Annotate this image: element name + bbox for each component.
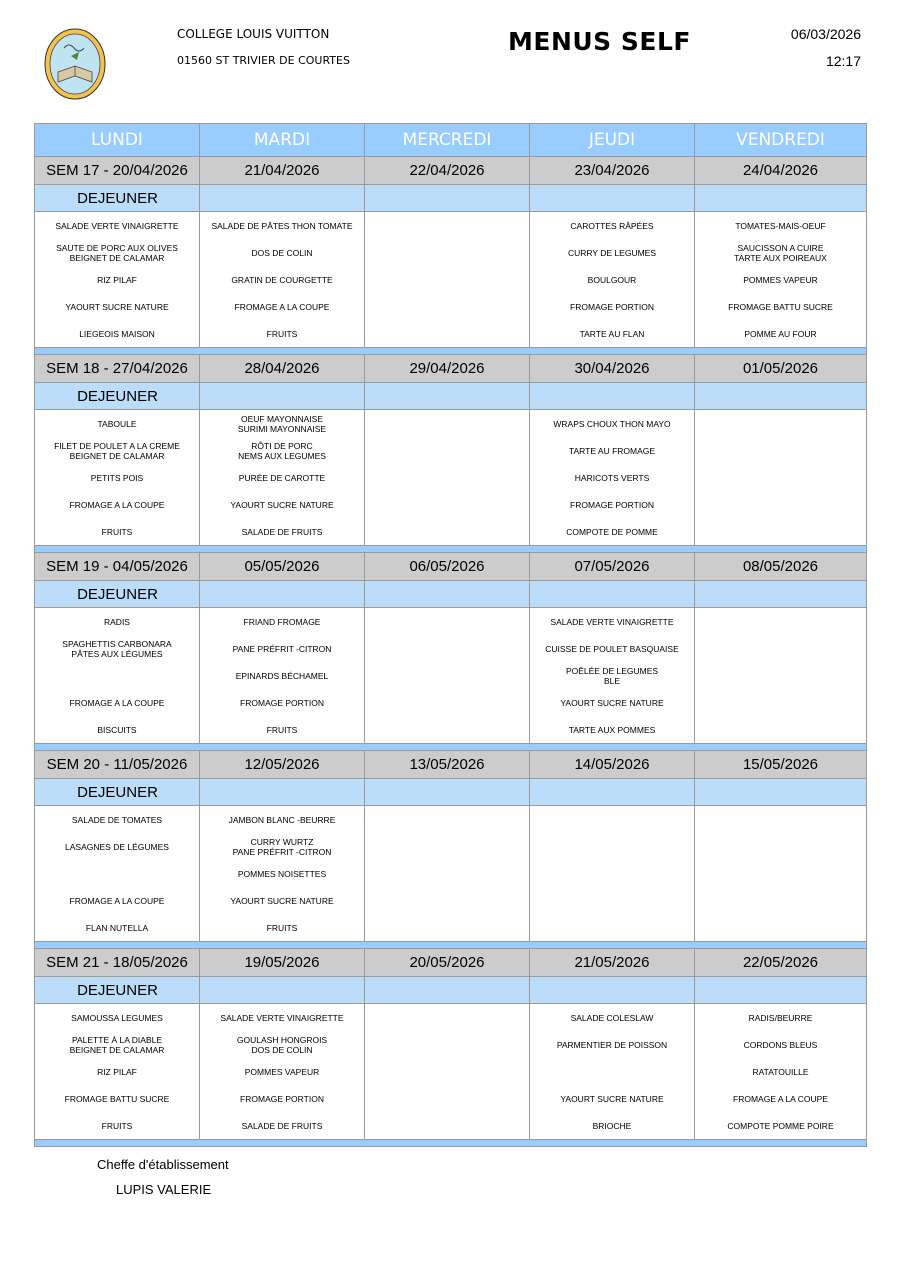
- menu-item: POMME AU FOUR: [744, 328, 817, 339]
- menu-item: FROMAGE A LA COUPE: [69, 697, 165, 708]
- day-menu-cell: [200, 1004, 365, 1140]
- week-date-cell: 19/05/2026: [200, 949, 365, 977]
- menu-item: CUISSE DE POULET BASQUAISE: [545, 643, 679, 654]
- meal-label-cell: [695, 977, 867, 1004]
- meal-label: DEJEUNER: [77, 189, 158, 207]
- week-separator-row: [35, 348, 867, 355]
- menu-item: FROMAGE A LA COUPE: [69, 499, 165, 510]
- meal-label: DEJEUNER: [77, 387, 158, 405]
- menu-items-row: [35, 410, 867, 546]
- menu-item: FLAN NUTELLA: [85, 922, 149, 933]
- day-header-friday: VENDREDI: [695, 124, 867, 157]
- meal-label-cell: [695, 185, 867, 212]
- week-date-cell: 21/04/2026: [200, 157, 365, 185]
- menu-item: FROMAGE PORTION: [570, 499, 654, 510]
- menu-item: FROMAGE A LA COUPE: [234, 301, 330, 312]
- school-address: 01560 ST TRIVIER DE COURTES: [177, 54, 350, 67]
- menu-item: LIEGEOIS MAISON: [79, 328, 155, 339]
- menu-item: SALADE DE FRUITS: [241, 526, 323, 537]
- menu-item: POMMES VAPEUR: [743, 274, 818, 285]
- week-date-cell: 22/04/2026: [365, 157, 530, 185]
- menu-item: COMPOTE POMME POIRE: [727, 1120, 834, 1131]
- menu-item: [695, 608, 866, 635]
- menu-item: TARTE AUX POMMES: [568, 724, 656, 735]
- menu-item: COMPOTE DE POMME: [566, 526, 658, 537]
- week-date-row: [35, 157, 867, 185]
- week-date-cell: 29/04/2026: [365, 355, 530, 383]
- signature-role: Cheffe d'établissement: [97, 1157, 229, 1172]
- menu-item: RIZ PILAF: [97, 1066, 137, 1077]
- meal-label-row: [35, 383, 867, 410]
- menu-items-row: [35, 608, 867, 744]
- menu-item: RIZ PILAF: [97, 274, 137, 285]
- day-menu-cell: [200, 806, 365, 942]
- menu-item: RADIS: [104, 616, 130, 627]
- menu-item: [530, 833, 694, 860]
- print-time: 12:17: [825, 53, 861, 69]
- day-menu-cell: [365, 212, 530, 348]
- week-date-cell: 05/05/2026: [200, 553, 365, 581]
- meal-label-cell: [695, 779, 867, 806]
- week-date-cell: 30/04/2026: [530, 355, 695, 383]
- day-menu-cell: [530, 1004, 695, 1140]
- week-date-cell: 08/05/2026: [695, 553, 867, 581]
- menu-item: [695, 914, 866, 941]
- menu-item: [365, 1004, 529, 1031]
- menu-item: [695, 410, 866, 437]
- menu-item: FROMAGE PORTION: [570, 301, 654, 312]
- menu-item: JAMBON BLANC -BEURRE: [228, 814, 336, 825]
- week-date-cell: 24/04/2026: [695, 157, 867, 185]
- menu-item: [365, 437, 529, 464]
- week-date-cell: 21/05/2026: [530, 949, 695, 977]
- menu-item: CURRY DE LEGUMES: [567, 247, 656, 258]
- menu-item: [365, 293, 529, 320]
- week-separator: [35, 348, 867, 355]
- menu-item: FROMAGE BATTU SUCRE: [728, 301, 833, 312]
- day-header-monday: LUNDI: [35, 124, 200, 157]
- day-menu-cell: [695, 410, 867, 546]
- menu-item: WRAPS CHOUX THON MAYO: [553, 418, 671, 429]
- menu-item: [365, 887, 529, 914]
- week-date-row: [35, 553, 867, 581]
- menu-item: PETITS POIS: [90, 472, 144, 483]
- menu-item: SALADE VERTE VINAIGRETTE: [550, 616, 674, 627]
- week-separator-row: [35, 942, 867, 949]
- day-header-tuesday: MARDI: [200, 124, 365, 157]
- day-menu-cell: [365, 608, 530, 744]
- menu-item: [695, 806, 866, 833]
- menu-item: [530, 887, 694, 914]
- menu-item: [695, 833, 866, 860]
- menu-item: DOS DE COLIN: [251, 247, 313, 258]
- meal-label-cell: [35, 185, 200, 212]
- day-menu-cell: [530, 410, 695, 546]
- menu-item: [695, 518, 866, 545]
- menu-item: SALADE DE TOMATES: [71, 814, 163, 825]
- menu-item: PARMENTIER DE POISSON: [556, 1039, 668, 1050]
- meal-label-cell: [530, 779, 695, 806]
- week-date-cell: 13/05/2026: [365, 751, 530, 779]
- menu-item: FILET DE POULET A LA CREME BEIGNET DE CALAMAR: [54, 440, 180, 461]
- menu-item: SALADE VERTE VINAIGRETTE: [55, 220, 179, 231]
- day-menu-cell: [35, 212, 200, 348]
- menu-item: FROMAGE A LA COUPE: [733, 1093, 828, 1104]
- page-title: MENUS SELF: [508, 27, 691, 56]
- menu-item: FROMAGE BATTU SUCRE: [64, 1093, 170, 1104]
- menu-item: CORDONS BLEUS: [743, 1039, 818, 1050]
- menu-item: EPINARDS BÉCHAMEL: [235, 670, 329, 681]
- menu-item: [365, 1085, 529, 1112]
- day-menu-cell: [530, 212, 695, 348]
- menu-item: TARTE AU FLAN: [579, 328, 645, 339]
- day-menu-cell: [695, 212, 867, 348]
- week-date-cell: 20/05/2026: [365, 949, 530, 977]
- menu-item: FRUITS: [266, 922, 298, 933]
- week-date-row: [35, 355, 867, 383]
- week-date-cell: SEM 17 - 20/04/2026: [35, 157, 200, 185]
- day-menu-cell: [35, 410, 200, 546]
- menu-item: FRUITS: [266, 724, 298, 735]
- week-separator: [35, 942, 867, 949]
- menu-item: POÊLÉE DE LEGUMES BLE: [565, 665, 659, 686]
- menu-item: [365, 239, 529, 266]
- menu-items-row: [35, 806, 867, 942]
- menu-item: [365, 464, 529, 491]
- menu-item: SALADE DE PÂTES THON TOMATE: [211, 220, 353, 231]
- menu-item: FRIAND FROMAGE: [243, 616, 321, 627]
- menu-item: [365, 518, 529, 545]
- menu-item: [530, 914, 694, 941]
- menu-item: [365, 662, 529, 689]
- day-menu-cell: [695, 1004, 867, 1140]
- menu-item: BOULGOUR: [587, 274, 637, 285]
- meal-label-cell: [530, 185, 695, 212]
- day-menu-cell: [35, 806, 200, 942]
- day-header-row: [35, 124, 867, 157]
- menu-item: PURÉE DE CAROTTE: [238, 472, 326, 483]
- menu-item: [695, 464, 866, 491]
- day-menu-cell: [530, 608, 695, 744]
- week-date-cell: 23/04/2026: [530, 157, 695, 185]
- menu-item: FRUITS: [266, 328, 298, 339]
- week-separator-row: [35, 1140, 867, 1147]
- school-logo: [44, 28, 106, 100]
- menu-item: PANE PRÉFRIT -CITRON: [232, 643, 332, 654]
- menu-item: [695, 860, 866, 887]
- menu-item: [365, 635, 529, 662]
- menu-item: FROMAGE PORTION: [240, 697, 324, 708]
- menu-items-row: [35, 212, 867, 348]
- menu-item: [365, 212, 529, 239]
- meal-label-cell: [695, 383, 867, 410]
- meal-label-cell: [365, 383, 530, 410]
- menu-item: [365, 1031, 529, 1058]
- week-separator: [35, 1140, 867, 1147]
- meal-label-row: [35, 977, 867, 1004]
- day-menu-cell: [530, 806, 695, 942]
- meal-label-row: [35, 185, 867, 212]
- week-date-cell: 14/05/2026: [530, 751, 695, 779]
- menu-item: [695, 437, 866, 464]
- menu-item: [365, 320, 529, 347]
- menu-item: SALADE VERTE VINAIGRETTE: [220, 1012, 344, 1023]
- day-menu-cell: [365, 410, 530, 546]
- day-menu-cell: [35, 1004, 200, 1140]
- day-menu-cell: [365, 1004, 530, 1140]
- meal-label-cell: [200, 185, 365, 212]
- week-date-cell: SEM 21 - 18/05/2026: [35, 949, 200, 977]
- week-date-row: [35, 949, 867, 977]
- meal-label-cell: [530, 977, 695, 1004]
- menu-item: [365, 491, 529, 518]
- day-menu-cell: [695, 608, 867, 744]
- day-header-wednesday: MERCREDI: [365, 124, 530, 157]
- meal-label-cell: [200, 383, 365, 410]
- week-date-cell: 06/05/2026: [365, 553, 530, 581]
- week-date-cell: 15/05/2026: [695, 751, 867, 779]
- week-date-cell: 28/04/2026: [200, 355, 365, 383]
- menu-item: [35, 860, 199, 887]
- menu-item: [365, 914, 529, 941]
- meal-label-row: [35, 581, 867, 608]
- meal-label-cell: [200, 977, 365, 1004]
- menu-table: [34, 123, 867, 1147]
- menu-item: FROMAGE PORTION: [240, 1093, 324, 1104]
- meal-label: DEJEUNER: [77, 981, 158, 999]
- week-date-cell: 12/05/2026: [200, 751, 365, 779]
- week-date-cell: 01/05/2026: [695, 355, 867, 383]
- menu-item: [365, 833, 529, 860]
- signature-name: LUPIS VALERIE: [116, 1182, 212, 1197]
- menu-item: GOULASH HONGROIS DOS DE COLIN: [236, 1034, 328, 1055]
- menu-item: BISCUITS: [97, 724, 137, 735]
- week-separator: [35, 546, 867, 553]
- week-separator-row: [35, 546, 867, 553]
- menu-item: [695, 689, 866, 716]
- menu-item: [530, 1058, 694, 1085]
- menu-item: TABOULE: [97, 418, 137, 429]
- week-date-cell: SEM 20 - 11/05/2026: [35, 751, 200, 779]
- menu-item: OEUF MAYONNAISE SURIMI MAYONNAISE: [237, 413, 327, 434]
- meal-label-cell: [530, 581, 695, 608]
- day-menu-cell: [365, 806, 530, 942]
- day-header-thursday: JEUDI: [530, 124, 695, 157]
- meal-label-cell: [695, 581, 867, 608]
- menu-item: [365, 1112, 529, 1139]
- day-menu-cell: [35, 608, 200, 744]
- menu-item: CURRY WURTZ PANE PRÉFRIT -CITRON: [232, 836, 332, 857]
- meal-label-cell: [35, 977, 200, 1004]
- menu-item: CAROTTES RÂPÉES: [570, 220, 654, 231]
- menu-item: [695, 491, 866, 518]
- menu-item: [365, 806, 529, 833]
- menu-item: [365, 266, 529, 293]
- menu-item: [35, 662, 199, 689]
- meal-label-cell: [365, 779, 530, 806]
- menu-item: RÔTI DE PORC NEMS AUX LEGUMES: [238, 440, 326, 461]
- menu-item: FRUITS: [101, 1120, 133, 1131]
- school-name: COLLEGE LOUIS VUITTON: [177, 27, 330, 41]
- meal-label-row: [35, 779, 867, 806]
- menu-item: FRUITS: [101, 526, 133, 537]
- meal-label-cell: [200, 581, 365, 608]
- menu-item: [365, 1058, 529, 1085]
- day-menu-cell: [695, 806, 867, 942]
- week-date-cell: 22/05/2026: [695, 949, 867, 977]
- menu-item: GRATIN DE COURGETTE: [231, 274, 333, 285]
- meal-label: DEJEUNER: [77, 783, 158, 801]
- menu-item: [365, 716, 529, 743]
- menu-item: RATATOUILLE: [752, 1066, 809, 1077]
- menu-item: SPAGHETTIS CARBONARA PÂTES AUX LÉGUMES: [62, 638, 172, 659]
- menu-item: SAMOUSSA LEGUMES: [71, 1012, 163, 1023]
- print-date: 06/03/2026: [790, 26, 861, 42]
- menu-item: [365, 689, 529, 716]
- week-date-cell: SEM 18 - 27/04/2026: [35, 355, 200, 383]
- menu-item: [530, 806, 694, 833]
- menu-item: [695, 662, 866, 689]
- menu-item: POMMES VAPEUR: [244, 1066, 320, 1077]
- menu-item: YAOURT SUCRE NATURE: [230, 499, 334, 510]
- day-menu-cell: [200, 212, 365, 348]
- week-date-row: [35, 751, 867, 779]
- meal-label-cell: [365, 977, 530, 1004]
- menu-items-row: [35, 1004, 867, 1140]
- week-separator: [35, 744, 867, 751]
- menu-item: SALADE DE FRUITS: [241, 1120, 323, 1131]
- day-menu-cell: [200, 410, 365, 546]
- menu-item: PALETTE À LA DIABLE BEIGNET DE CALAMAR: [69, 1034, 165, 1055]
- menu-item: [365, 860, 529, 887]
- meal-label-cell: [35, 779, 200, 806]
- day-menu-cell: [200, 608, 365, 744]
- menu-item: LASAGNES DE LÉGUMES: [65, 841, 169, 852]
- menu-item: YAOURT SUCRE NATURE: [560, 697, 664, 708]
- week-date-cell: SEM 19 - 04/05/2026: [35, 553, 200, 581]
- menu-item: TARTE AU FROMAGE: [568, 445, 656, 456]
- menu-item: [695, 635, 866, 662]
- menu-item: TOMATES-MAIS-OEUF: [735, 220, 826, 231]
- menu-item: [365, 410, 529, 437]
- meal-label-cell: [365, 185, 530, 212]
- meal-label-cell: [365, 581, 530, 608]
- menu-item: POMMES NOISETTES: [237, 868, 327, 879]
- week-separator-row: [35, 744, 867, 751]
- menu-item: [695, 887, 866, 914]
- menu-item: BRIOCHE: [592, 1120, 632, 1131]
- meal-label-cell: [35, 581, 200, 608]
- menu-item: [695, 716, 866, 743]
- menu-item: YAOURT SUCRE NATURE: [560, 1093, 664, 1104]
- menu-item: YAOURT SUCRE NATURE: [230, 895, 334, 906]
- menu-item: HARICOTS VERTS: [574, 472, 650, 483]
- menu-item: SALADE COLESLAW: [570, 1012, 654, 1023]
- menu-item: YAOURT SUCRE NATURE: [65, 301, 169, 312]
- meal-label-cell: [35, 383, 200, 410]
- menu-item: [530, 860, 694, 887]
- meal-label-cell: [200, 779, 365, 806]
- meal-label: DEJEUNER: [77, 585, 158, 603]
- menu-item: [365, 608, 529, 635]
- menu-item: SAUCISSON A CUIRE TARTE AUX POIREAUX: [734, 242, 827, 263]
- week-date-cell: 07/05/2026: [530, 553, 695, 581]
- meal-label-cell: [530, 383, 695, 410]
- menu-item: FROMAGE A LA COUPE: [69, 895, 165, 906]
- menu-item: SAUTE DE PORC AUX OLIVES BEIGNET DE CALAMAR: [56, 242, 178, 263]
- menu-item: RADIS/BEURRE: [748, 1012, 813, 1023]
